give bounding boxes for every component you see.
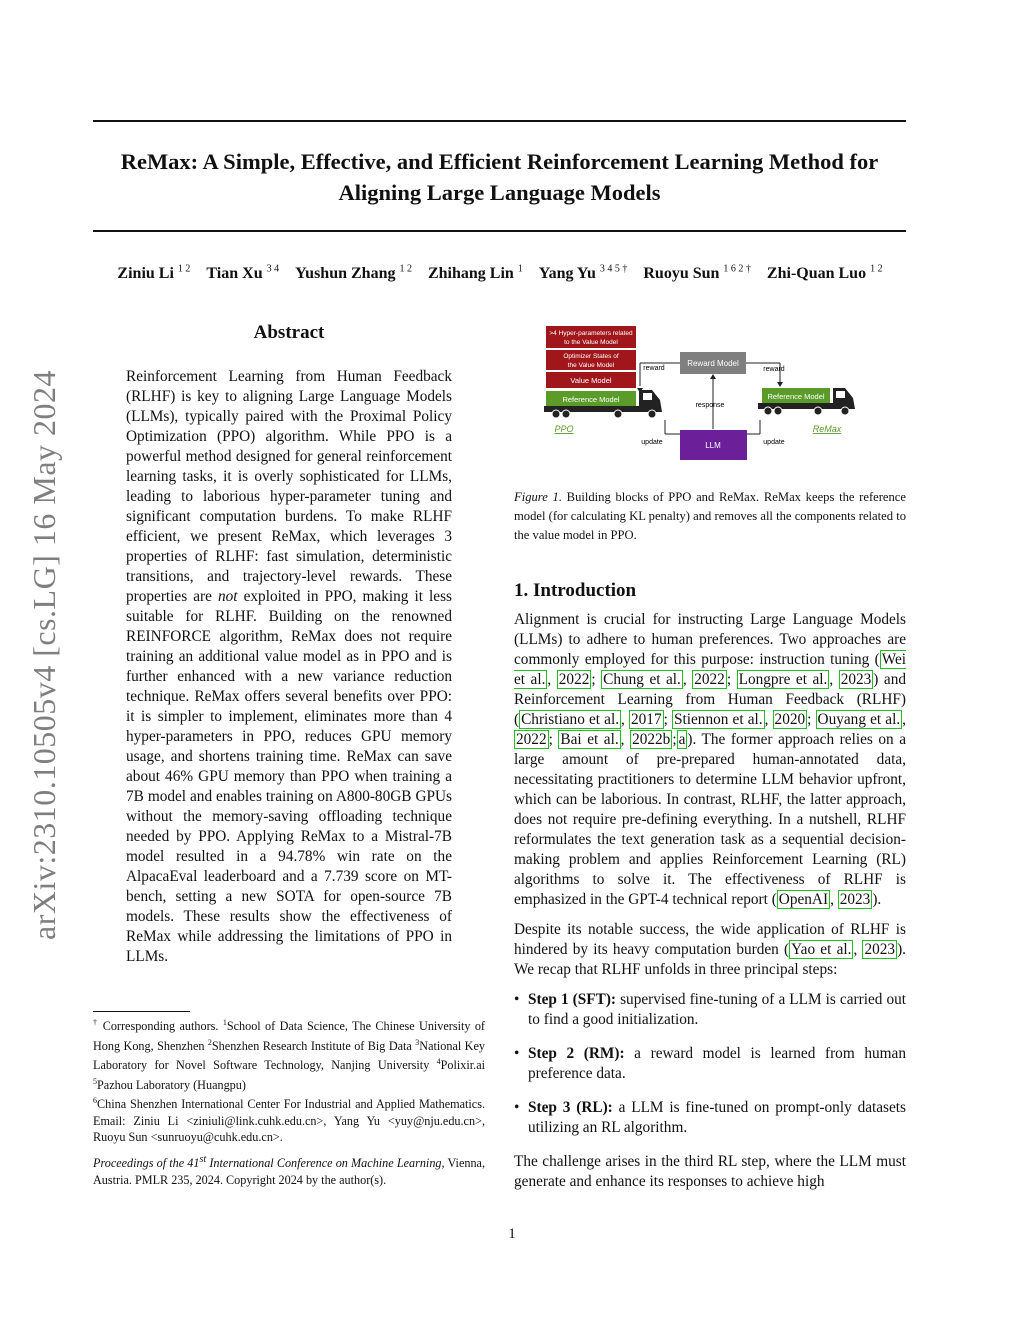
intro-paragraph-1: Alignment is crucial for instructing Large Language Models (LLMs) to adhere to human preferences. Two approaches are commonly employed for this purpose: instruction tuning ( Wei et al. , 2022 ; Chung et al. , 2022 ; Longpre et al. , 2023 ) and Reinforcement Learning from Human Feedback (RLHF) ( Christiano et al. , 2017 ; Stiennon et al. , 2020 ; Ouyang et al. , 2022 ; Bai et al. , 2022b ; a ). The former approach relies on a large amount of pre-prepared human-annotated data, necessitating practitioners to determine LLM behavior upfront, which can be laborious. In contrast, RLHF, the latter approach, does not require pre-defining everything. In a nutshell, RLHF reformulates the text generation task as a sequential decision-making problem and applies Reinforcement Learning (RL) algorithms to solve it. The effectiveness of RLHF is emphasized in the GPT-4 technical report ( OpenAI , 2023 ). <box>514 611 907 908</box>
proceedings-note: Proceedings of the 41st International Conference on Machine Learning, Vienna, Austria. PMLR 235, 2024. Copyright 2024 by the author(s). <box>93 1154 485 1187</box>
paper-title <box>93 146 906 208</box>
hyperparams-label: >4 Hyper-parameters related <box>549 330 633 337</box>
ppo-label: PPO <box>554 424 574 434</box>
optimizer-states-label: Optimizer States of <box>563 353 619 360</box>
figure-1-diagram <box>540 322 860 467</box>
citation-link[interactable]: 2023 <box>864 941 896 958</box>
hyperparams-label-2: to the Value Model <box>564 339 618 346</box>
citation-link[interactable]: 2022 <box>516 731 547 748</box>
title-line-2: Aligning Large Language Models <box>338 180 661 205</box>
citation-link[interactable]: 2020 <box>774 711 806 728</box>
citation-link[interactable]: 2023 <box>840 671 872 688</box>
reference-model-remax-label: Reference Model <box>767 392 825 401</box>
abstract-body: Reinforcement Learning from Human Feedback (RLHF) is key to aligning Large Language Models (LLMs), typically paired with the Proximal Policy Optimization (PPO) algorithm. While PPO is a powerful method designed for general reinforcement learning tasks, it is overly sophisticated for LLMs, leading to laborious hyper-parameter tuning and significant computation burdens. To make RLHF efficient, we present ReMax, which leverages 3 properties of RLHF: fast simulation, deterministic transitions, and trajectory-level rewards. These properties are not exploited in PPO, making it less suitable for RLHF. Building on the renowned REINFORCE algorithm, ReMax does not require training an additional value model as in PPO and is further enhanced with a new variance reduction technique. ReMax offers several benefits over PPO: it is simpler to implement, eliminates more than 4 hyper-parameters in PPO, reduces GPU memory usage, and shortens training time. ReMax can save about 46% GPU memory than PPO when training a 7B model and enables training on A800-80GB GPUs without the memory-saving offloading technique needed by PPO. Applying ReMax to a Mistral-7B model resulted in a 94.78% win rate on the AlpacaEval leaderboard and a 7.739 score on MT-bench, setting a new SOTA for open-source 7B models. These results show the effectiveness of ReMax while addressing the limitations of PPO in LLMs. <box>126 368 452 965</box>
reward-left-label: reward <box>643 365 665 372</box>
abstract-heading: Abstract <box>253 322 325 343</box>
list-item: • Step 2 (RM): a reward model is learned from human preference data. <box>528 1044 906 1084</box>
value-model-label: Value Model <box>570 376 612 385</box>
author-list <box>60 264 940 283</box>
top-rule <box>93 120 906 122</box>
citation-link[interactable]: Bai et al. <box>560 731 619 748</box>
list-item: • Step 1 (SFT): supervised fine-tuning of a LLM is carried out to find a good initialization. <box>528 990 906 1030</box>
author: Zhihang Lin $^1$ <box>427 264 523 283</box>
list-item: • Step 3 (RL): a LLM is fine-tuned on prompt-only datasets utilizing an RL algorithm. <box>528 1098 906 1138</box>
author: Yang Yu $^{3 4 5 \dagger}$ <box>538 264 628 283</box>
author: Ziniu Li $^{1 2}$ <box>117 264 191 283</box>
update-left-label: update <box>641 439 663 446</box>
introduction-body <box>514 610 906 1202</box>
citation-link[interactable]: Wei et al. <box>514 651 906 688</box>
author: Ruoyu Sun $^{1 6 2 \dagger}$ <box>643 264 751 283</box>
citation-link[interactable]: Longpre et al. <box>738 671 828 688</box>
footnote-rule <box>93 1011 190 1012</box>
author: Tian Xu $^{3 4}$ <box>206 264 280 283</box>
response-label: response <box>695 402 725 409</box>
citation-link[interactable]: 2022b <box>632 731 671 748</box>
citation-link[interactable]: 2017 <box>631 711 662 728</box>
citation-link[interactable]: 2022 <box>694 671 725 688</box>
citation-link[interactable]: OpenAI <box>778 891 829 908</box>
citation-link[interactable]: Christiano et al. <box>521 711 620 728</box>
citation-link[interactable]: 2023 <box>839 891 871 908</box>
citation-link[interactable]: Stiennon et al. <box>674 711 763 728</box>
update-right-label: update <box>763 439 785 446</box>
intro-paragraph-3: The challenge arises in the third RL step, where the LLM must generate and enhance its responses to achieve high <box>514 1153 906 1190</box>
reward-right-label: reward <box>763 366 785 373</box>
intro-paragraph-2: Despite its notable success, the wide application of RLHF is hindered by its heavy computation burden ( Yao et al. , 2023 ). We recap that RLHF unfolds in three principal steps: <box>514 921 906 978</box>
citation-link[interactable]: a <box>678 731 686 748</box>
citation-link[interactable]: 2022 <box>558 671 590 688</box>
llm-label: LLM <box>705 441 721 450</box>
affiliations-footnote: † Corresponding authors. $^1$School of Data Science, The Chinese University of Hong Kong, Shenzhen $^2$Shenzhen Research Institute of Big Data $^3$National Key Laboratory for Novel Software Technology, Nanjing University $^4$Polixir.ai $^5$Pazhou Laboratory (Huangpu) $^6$China Shenzhen International Center For Industrial and Applied Mathematics. Email: Ziniu Li <ziniuli@link.cuhk.edu.cn>, Yang Yu <yuy@nju.edu.cn>, Ruoyu Sun <sunruoyu@cuhk.edu.cn>. <box>93 1018 485 1145</box>
section-heading-introduction: 1. Introduction <box>514 580 637 601</box>
citation-link[interactable]: Chung et al. <box>603 671 681 688</box>
title-bottom-rule <box>93 230 906 232</box>
citation-link[interactable]: Yao et al. <box>791 941 852 958</box>
figure-1-caption: Figure 1. Building blocks of PPO and ReMax. ReMax keeps the reference model (for calculating KL penalty) and removes all the components related to the value model in PPO. <box>514 490 906 542</box>
reference-model-label: Reference Model <box>562 395 620 404</box>
reward-model-label: Reward Model <box>687 359 739 368</box>
arxiv-identifier: arXiv:2310.10505v4 [cs.LG] 16 May 2024 <box>26 369 62 940</box>
author: Yushun Zhang $^{1 2}$ <box>295 264 412 283</box>
title-line-1: ReMax: A Simple, Effective, and Efficient Reinforcement Learning Method for <box>120 149 879 174</box>
author: Zhi-Quan Luo $^{1 2}$ <box>766 264 883 283</box>
citation-link[interactable]: Ouyang et al. <box>817 711 901 728</box>
rlhf-steps-list <box>514 990 906 1138</box>
optimizer-states-label-2: the Value Model <box>567 362 615 369</box>
page-number: 1 <box>508 1226 516 1242</box>
remax-label: ReMax <box>812 424 842 434</box>
